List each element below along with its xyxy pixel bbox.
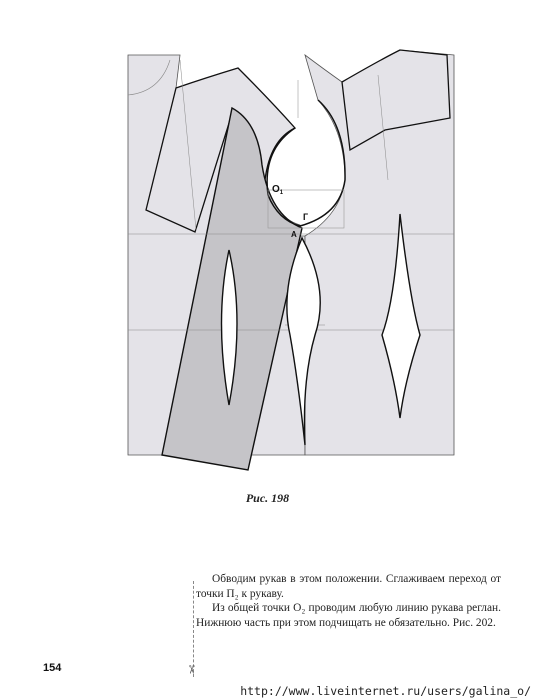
scissors-icon: ✂	[184, 664, 199, 675]
point-o-subscript: 1	[279, 190, 284, 196]
fold-line	[193, 581, 194, 677]
paragraph-2: Из общей точки О₂ проводим любую линию рукава реглан. Нижнюю часть при этом подчищать не обязательно. Рис. 202.	[196, 602, 501, 629]
point-g-label: Г	[303, 212, 309, 222]
point-o-label: O	[272, 184, 280, 195]
figure-caption: Рис. 198	[245, 491, 290, 505]
body-text	[196, 572, 501, 630]
watermark-url: http://www.liveinternet.ru/users/galina_o/	[240, 684, 531, 698]
page-number: 154	[43, 662, 62, 674]
point-a-label: А	[291, 230, 297, 239]
svg-text:O1	[272, 184, 284, 196]
paragraph-1: Обводим рукав в этом положении. Сглаживаем переход от точки П₂ к рукаву.	[196, 573, 501, 600]
